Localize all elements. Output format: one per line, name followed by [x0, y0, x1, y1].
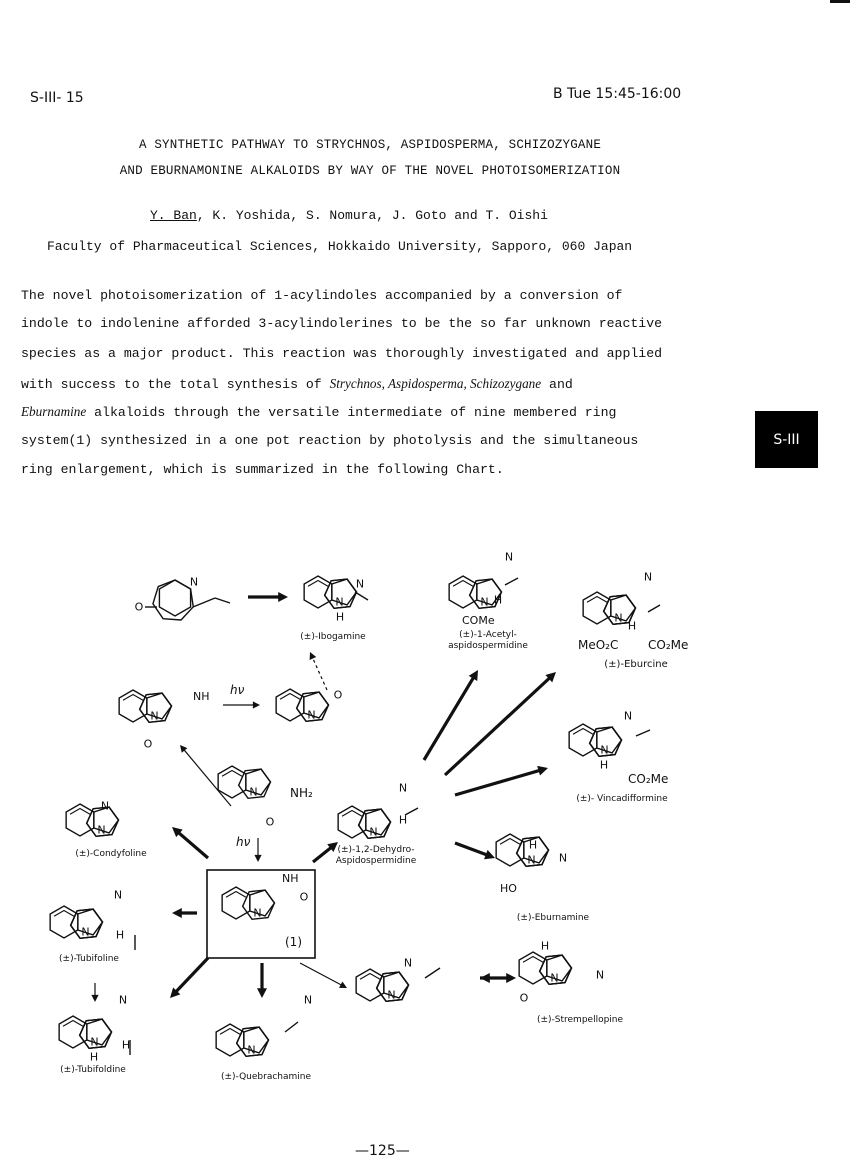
intermediate-1-double-bond — [226, 891, 246, 897]
atom-label-o: O — [265, 815, 275, 829]
atom-label-n: N — [303, 993, 313, 1007]
atom-label-h: H — [115, 928, 125, 942]
text: alkaloids through the versatile intermediate of nine membered ring — [86, 405, 617, 420]
acetylaspidospermidine-double-bond — [453, 580, 473, 586]
abstract-line — [21, 404, 616, 420]
atom-label-n: N — [504, 550, 514, 564]
substituent-nh: NH — [193, 690, 210, 703]
quebrachamine-double-bond — [220, 1028, 240, 1034]
atom-label-n: N — [643, 570, 653, 584]
arrowhead — [254, 855, 261, 862]
arrowhead — [537, 766, 548, 776]
allyl-indolenine-double-bond — [360, 973, 380, 979]
label-strempellopine: (±)-Strempellopine — [536, 1015, 624, 1025]
atom-label-n: N — [253, 906, 262, 920]
tubifoline-double-bond — [54, 910, 74, 916]
photoproduct-a-double-bond — [123, 694, 143, 700]
atom-label-o: O — [134, 600, 144, 614]
abstract-line: species as a major product. This reaction was thoroughly investigated and applied — [21, 346, 663, 361]
ethyl-bond — [193, 598, 215, 607]
arrowhead — [278, 592, 288, 602]
atom-label-o: O — [143, 737, 153, 751]
abstract-line: The novel photoisomerization of 1-acylindoles accompanied by a conversion of — [21, 288, 623, 303]
label-line: (±)-1-Acetyl- — [459, 630, 517, 640]
atom-label-h: H — [121, 1038, 131, 1052]
atom-label-n: N — [369, 825, 378, 839]
atom-label-n: N — [189, 575, 199, 589]
reaction-arrow — [175, 958, 208, 993]
label-vincadifformine: (±)- Vincadifformine — [576, 794, 668, 804]
atom-label-n: N — [398, 781, 408, 795]
label-ibogamine: (±)-Ibogamine — [300, 632, 366, 642]
atom-label-o: O — [333, 688, 343, 702]
label-condyfoline: (±)-Condyfoline — [75, 849, 147, 859]
paper-title-line1: A SYNTHETIC PATHWAY TO STRYCHNOS, ASPIDOSPERMA, SCHIZOZYGANE — [138, 138, 602, 152]
atom-label-h: H — [528, 838, 538, 852]
substituent-nh: NH — [282, 872, 299, 885]
arrowhead — [506, 973, 516, 983]
label-intermediate-1: (1) — [285, 935, 302, 949]
label-line: aspidospermidine — [448, 641, 528, 651]
reaction-arrow — [424, 676, 475, 760]
condyfoline-double-bond — [70, 808, 90, 814]
atom-label-n: N — [97, 823, 106, 837]
reaction-arrow — [312, 656, 327, 690]
strempellopine-double-bond — [523, 956, 543, 962]
text: with success to the total synthesis of — [21, 377, 330, 392]
label-eburnamine: (±)-Eburnamine — [516, 913, 590, 923]
atom-label-n: N — [100, 799, 110, 813]
ethyl-bond — [425, 968, 440, 978]
atom-label-n: N — [249, 785, 258, 799]
session-schedule: B Tue 15:45-16:00 — [553, 86, 682, 102]
reaction-arrow — [183, 749, 231, 806]
arrowhead — [480, 973, 490, 983]
section-tab: S-III — [755, 411, 818, 468]
tubifoldine-double-bond — [63, 1020, 83, 1026]
abstract-line: system(1) synthesized in a one pot reaction by photolysis and the simultaneous — [21, 433, 639, 448]
ethyl-bond — [648, 605, 660, 612]
abstract-line: indole to indolenine afforded 3-acylindolerines to be the so far unknown reactive — [21, 316, 663, 331]
atom-label-n: N — [247, 1043, 256, 1057]
arrowhead — [257, 988, 267, 998]
aminoindole-double-bond — [222, 770, 242, 776]
atom-label-o: O — [519, 991, 529, 1005]
text: and — [541, 377, 573, 392]
atom-label-n: N — [81, 925, 90, 939]
scan-mark — [830, 0, 850, 3]
label-dehydroaspidospermidine — [336, 845, 416, 867]
atom-label-n: N — [118, 993, 128, 1007]
alkaloid-name: Eburnamine — [21, 404, 87, 419]
atom-label-h: H — [627, 619, 637, 633]
presenting-author: Y. Ban — [150, 208, 197, 223]
atom-label-n: N — [623, 709, 633, 723]
reaction-arrow — [177, 831, 208, 858]
reagent-hv: hν — [236, 835, 251, 849]
reaction-arrow — [455, 843, 489, 856]
atom-label-n: N — [558, 851, 568, 865]
ethyl-bond — [285, 1022, 298, 1032]
atom-label-n: N — [307, 708, 316, 722]
reaction-arrow — [313, 846, 333, 862]
substituent-nh2: NH₂ — [290, 786, 313, 800]
label-quebrachamine: (±)-Quebrachamine — [220, 1072, 312, 1082]
alkaloid-names: Strychnos, Aspidosperma, Schizozygane — [329, 376, 542, 391]
atom-label-h: H — [335, 610, 345, 624]
arrowhead — [91, 995, 98, 1002]
vincadifformine-double-bond — [573, 728, 593, 734]
authors — [150, 208, 548, 223]
atom-label-h: H — [89, 1050, 99, 1064]
atom-label-n: N — [595, 968, 605, 982]
ethyl-bond — [505, 578, 518, 585]
label-line: (±)-1,2-Dehydro- — [337, 845, 415, 855]
atom-label-n: N — [335, 595, 344, 609]
atom-label-n: N — [150, 709, 159, 723]
abstract-line — [21, 376, 573, 392]
atom-label-n: N — [480, 595, 489, 609]
substituent-co2me: CO₂Me — [648, 638, 689, 652]
atom-label-n: N — [113, 888, 123, 902]
isoquinuclidine-ring — [159, 580, 190, 616]
atom-label-h: H — [599, 758, 609, 772]
arrowhead — [310, 652, 317, 660]
co-authors: , K. Yoshida, S. Nomura, J. Goto and T. Oishi — [196, 208, 548, 223]
ethyl-bond — [215, 598, 230, 603]
atom-label-n: N — [355, 577, 365, 591]
atom-label-n: N — [614, 611, 623, 625]
atom-label-n: N — [550, 971, 559, 985]
arrowhead — [172, 908, 182, 918]
label-line: Aspidospermidine — [335, 856, 417, 866]
substituent-ho: HO — [500, 882, 517, 895]
substituent-meo2c: MeO₂C — [578, 638, 619, 652]
substituent-co2me: CO₂Me — [628, 772, 669, 786]
atom-label-n: N — [403, 956, 413, 970]
ibogamine-double-bond — [308, 580, 328, 586]
arrowhead — [253, 701, 260, 708]
atom-label-n: N — [600, 743, 609, 757]
label-tubifoline: (±)-Tubifoline — [59, 954, 119, 964]
label-tubifoldine: (±)-Tubifoldine — [60, 1065, 126, 1075]
atom-label-n: N — [527, 853, 536, 867]
paper-title-line2: AND EBURNAMONINE ALKALOIDS BY WAY OF THE NOVEL PHOTOISOMERIZATION — [119, 164, 621, 178]
page-number: —125— — [355, 1143, 410, 1159]
reaction-arrow — [300, 963, 343, 986]
atom-label-o: O — [299, 890, 309, 904]
photoproduct-b-double-bond — [280, 693, 300, 699]
ethyl-bond — [636, 730, 650, 736]
dehydroaspidospermidine-double-bond — [342, 810, 362, 816]
eburnamine-double-bond — [500, 838, 520, 844]
label-acetylaspidospermidine — [448, 630, 528, 652]
atom-label-n: N — [90, 1035, 99, 1049]
session-code: S-III- 15 — [30, 90, 84, 106]
eburcine-double-bond — [587, 596, 607, 602]
reaction-arrow — [445, 676, 551, 775]
reagent-hv: hν — [230, 683, 245, 697]
affiliation: Faculty of Pharmaceutical Sciences, Hokkaido University, Sapporo, 060 Japan — [47, 239, 633, 254]
atom-label-h: H — [493, 593, 503, 607]
ethyl-bond — [355, 592, 368, 600]
atom-label-h: H — [398, 813, 408, 827]
reaction-arrow — [455, 770, 542, 795]
substituent-come: COMe — [462, 614, 495, 627]
label-eburcine: (±)-Eburcine — [604, 659, 668, 670]
atom-label-n: N — [387, 988, 396, 1002]
atom-label-h: H — [540, 939, 550, 953]
abstract-line: ring enlargement, which is summarized in the following Chart. — [21, 462, 504, 477]
